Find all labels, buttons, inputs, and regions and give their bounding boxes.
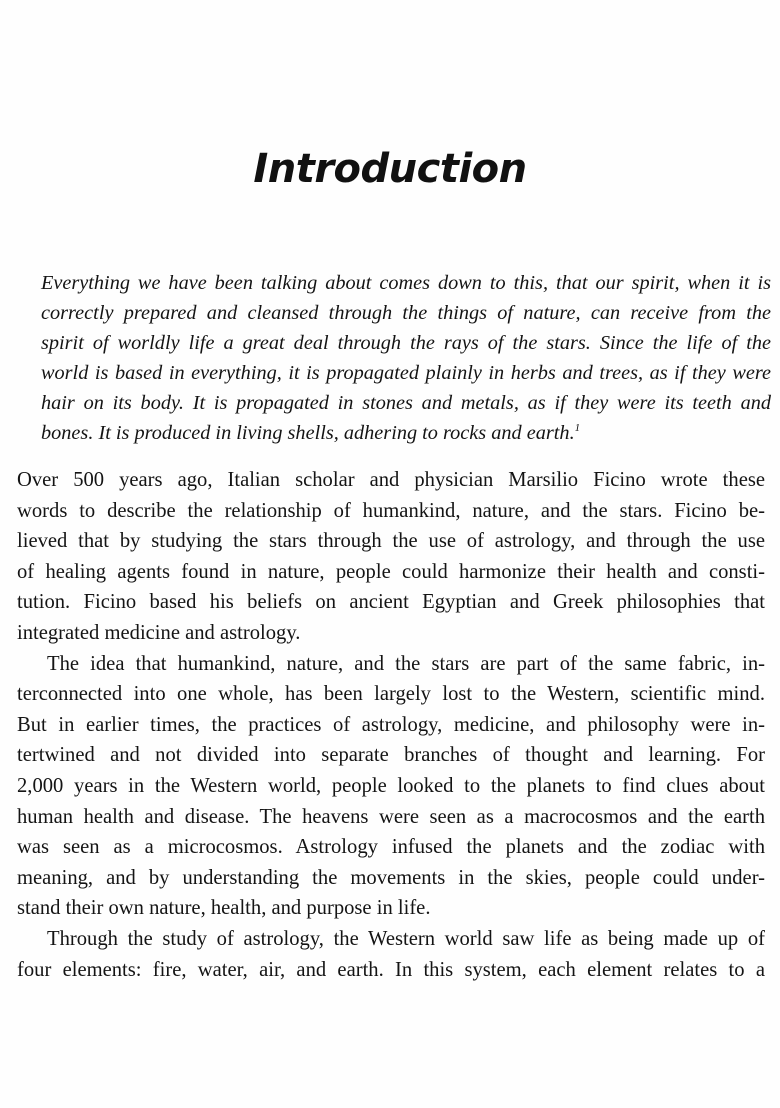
body-text bbox=[17, 465, 765, 985]
epigraph-quote bbox=[41, 268, 771, 448]
body-line: meaning, and by understanding the movements in the skies, people could under- bbox=[17, 866, 765, 889]
body-line: But in earlier times, the practices of astrology, medicine, and philosophy were in- bbox=[17, 713, 765, 736]
body-line: of healing agents found in nature, people could harmonize their health and consti- bbox=[17, 560, 765, 583]
body-line: The idea that humankind, nature, and the stars are part of the same fabric, in- bbox=[47, 652, 765, 675]
body-line: stand their own nature, health, and purpose in life. bbox=[17, 897, 431, 920]
body-line: was seen as a microcosmos. Astrology infused the planets and the zodiac with bbox=[17, 836, 765, 859]
chapter-title: Introduction bbox=[253, 146, 527, 192]
body-line: Over 500 years ago, Italian scholar and physician Marsilio Ficino wrote these bbox=[17, 469, 765, 491]
body-line: integrated medicine and astrology. bbox=[17, 621, 301, 644]
epigraph-line-text: bones. It is produced in living shells, adhering to rocks and earth. bbox=[41, 422, 575, 444]
footnote-marker[interactable]: 1 bbox=[574, 422, 581, 435]
epigraph-line: correctly prepared and cleansed through the things of nature, can receive from the bbox=[41, 302, 771, 324]
body-line: words to describe the relationship of humankind, nature, and the stars. Ficino be- bbox=[17, 499, 765, 522]
epigraph-line: spirit of worldly life a great deal through the rays of the stars. Since the life of the bbox=[41, 332, 771, 354]
epigraph-last-line bbox=[41, 418, 771, 448]
body-line: 2,000 years in the Western world, people looked to the planets to find clues about bbox=[17, 774, 765, 797]
body-line: Through the study of astrology, the Western world saw life as being made up of bbox=[47, 927, 765, 950]
body-line: tution. Ficino based his beliefs on ancient Egyptian and Greek philosophies that bbox=[17, 591, 765, 614]
body-line: four elements: fire, water, air, and earth. In this system, each element relates to a bbox=[17, 958, 765, 981]
body-line: tertwined and not divided into separate branches of thought and learning. For bbox=[17, 744, 765, 767]
paragraph-3 bbox=[17, 924, 765, 985]
paragraph-2 bbox=[17, 649, 765, 924]
body-line: terconnected into one whole, has been largely lost to the Western, scientific mind. bbox=[17, 683, 765, 706]
paragraph-1 bbox=[17, 465, 765, 649]
body-line: human health and disease. The heavens were seen as a macrocosmos and the earth bbox=[17, 805, 765, 828]
epigraph-line: hair on its body. It is propagated in stones and metals, as if they were its teeth and bbox=[41, 392, 771, 414]
body-line: lieved that by studying the stars through the use of astrology, and through the use bbox=[17, 530, 765, 553]
epigraph-line: world is based in everything, it is propagated plainly in herbs and trees, as if they were bbox=[41, 362, 771, 384]
epigraph-line: Everything we have been talking about comes down to this, that our spirit, when it is bbox=[41, 272, 771, 294]
